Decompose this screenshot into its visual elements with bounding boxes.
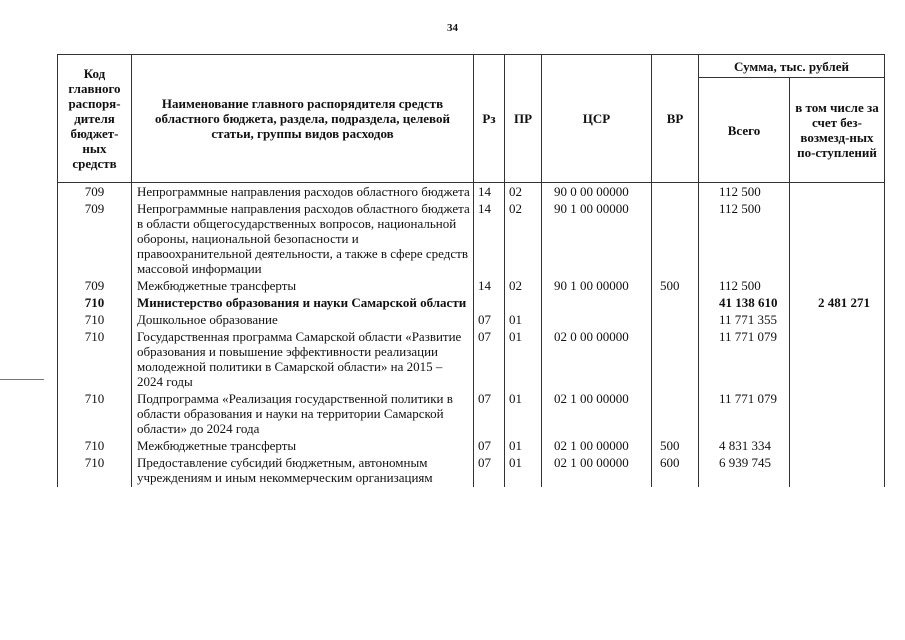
cell-name: Непрограммные направления расходов областного бюджета: [132, 183, 474, 202]
table-row: [58, 455, 885, 487]
cell-rz: 07: [474, 391, 505, 438]
cell-vr: [652, 312, 699, 329]
cell-name: Непрограммные направления расходов областного бюджета в области общегосударственных вопросов, национальной обороны, национальной безопасности и правоохранительной деятельности, а также в сфере средств массовой информации: [132, 201, 474, 278]
cell-pr: 02: [505, 201, 542, 278]
table-row: [58, 438, 885, 455]
margin-dash: [0, 379, 44, 380]
cell-total: 112 500: [699, 183, 790, 202]
cell-total: 11 771 079: [699, 391, 790, 438]
cell-csr: 02 1 00 00000: [542, 438, 652, 455]
cell-vr: 500: [652, 278, 699, 295]
cell-grant: [790, 455, 885, 487]
cell-pr: 01: [505, 312, 542, 329]
cell-grant: [790, 391, 885, 438]
cell-pr: 02: [505, 183, 542, 202]
cell-pr: 01: [505, 391, 542, 438]
cell-pr: 02: [505, 278, 542, 295]
table-row: [58, 391, 885, 438]
cell-vr: [652, 295, 699, 312]
header-grant: в том числе за счет без-возмезд-ных по-ступлений: [790, 78, 885, 183]
cell-grant: [790, 312, 885, 329]
cell-vr: 500: [652, 438, 699, 455]
cell-code: 710: [58, 438, 132, 455]
header-name: Наименование главного распорядителя средств областного бюджета, раздела, подраздела, целевой статьи, группы видов расходов: [132, 55, 474, 183]
table-row: [58, 183, 885, 202]
cell-rz: 14: [474, 278, 505, 295]
cell-total: 112 500: [699, 201, 790, 278]
cell-csr: 02 1 00 00000: [542, 391, 652, 438]
cell-name: Дошкольное образование: [132, 312, 474, 329]
cell-code: 710: [58, 312, 132, 329]
cell-grant: [790, 278, 885, 295]
header-code: Код главного распоря-дителя бюджет-ных средств: [58, 55, 132, 183]
header-sum: Сумма, тыс. рублей: [699, 55, 885, 78]
cell-csr: 90 1 00 00000: [542, 201, 652, 278]
cell-rz: 14: [474, 183, 505, 202]
cell-total: 41 138 610: [699, 295, 790, 312]
cell-csr: 90 0 00 00000: [542, 183, 652, 202]
cell-total: 112 500: [699, 278, 790, 295]
table-row: [58, 312, 885, 329]
cell-name: Межбюджетные трансферты: [132, 438, 474, 455]
cell-total: 11 771 079: [699, 329, 790, 391]
cell-rz: 14: [474, 201, 505, 278]
cell-total: 11 771 355: [699, 312, 790, 329]
cell-code: 710: [58, 391, 132, 438]
header-vr: ВР: [652, 55, 699, 183]
cell-csr: 90 1 00 00000: [542, 278, 652, 295]
cell-name: Министерство образования и науки Самарской области: [132, 295, 474, 312]
table-row: [58, 295, 885, 312]
table-row: [58, 329, 885, 391]
cell-name: Подпрограмма «Реализация государственной политики в области образования и науки на территории Самарской области» до 2024 года: [132, 391, 474, 438]
cell-name: Предоставление субсидий бюджетным, автономным учреждениям и иным некоммерческим организациям: [132, 455, 474, 487]
cell-code: 710: [58, 295, 132, 312]
cell-grant: [790, 438, 885, 455]
cell-grant: 2 481 271: [790, 295, 885, 312]
header-rz: Рз: [474, 55, 505, 183]
cell-code: 709: [58, 201, 132, 278]
cell-rz: 07: [474, 312, 505, 329]
header-total: Всего: [699, 78, 790, 183]
cell-total: 6 939 745: [699, 455, 790, 487]
page-number: 34: [447, 22, 458, 34]
cell-vr: [652, 201, 699, 278]
cell-grant: [790, 183, 885, 202]
cell-grant: [790, 201, 885, 278]
cell-csr: [542, 295, 652, 312]
cell-code: 710: [58, 455, 132, 487]
cell-pr: 01: [505, 329, 542, 391]
cell-rz: 07: [474, 329, 505, 391]
cell-pr: 01: [505, 455, 542, 487]
cell-csr: [542, 312, 652, 329]
cell-rz: 07: [474, 455, 505, 487]
cell-vr: 600: [652, 455, 699, 487]
cell-code: 709: [58, 278, 132, 295]
header-pr: ПР: [505, 55, 542, 183]
cell-total: 4 831 334: [699, 438, 790, 455]
cell-csr: 02 0 00 00000: [542, 329, 652, 391]
cell-rz: [474, 295, 505, 312]
cell-rz: 07: [474, 438, 505, 455]
cell-name: Государственная программа Самарской области «Развитие образования и повышение эффективности реализации молодежной политики в Самарской области» на 2015 – 2024 годы: [132, 329, 474, 391]
cell-csr: 02 1 00 00000: [542, 455, 652, 487]
table-row: [58, 278, 885, 295]
cell-code: 710: [58, 329, 132, 391]
cell-vr: [652, 329, 699, 391]
table-header: [58, 55, 885, 183]
cell-code: 709: [58, 183, 132, 202]
cell-vr: [652, 183, 699, 202]
cell-name: Межбюджетные трансферты: [132, 278, 474, 295]
table-body: [58, 183, 885, 488]
table-row: [58, 201, 885, 278]
cell-grant: [790, 329, 885, 391]
budget-table: [57, 54, 885, 487]
cell-pr: [505, 295, 542, 312]
header-csr: ЦСР: [542, 55, 652, 183]
cell-vr: [652, 391, 699, 438]
cell-pr: 01: [505, 438, 542, 455]
